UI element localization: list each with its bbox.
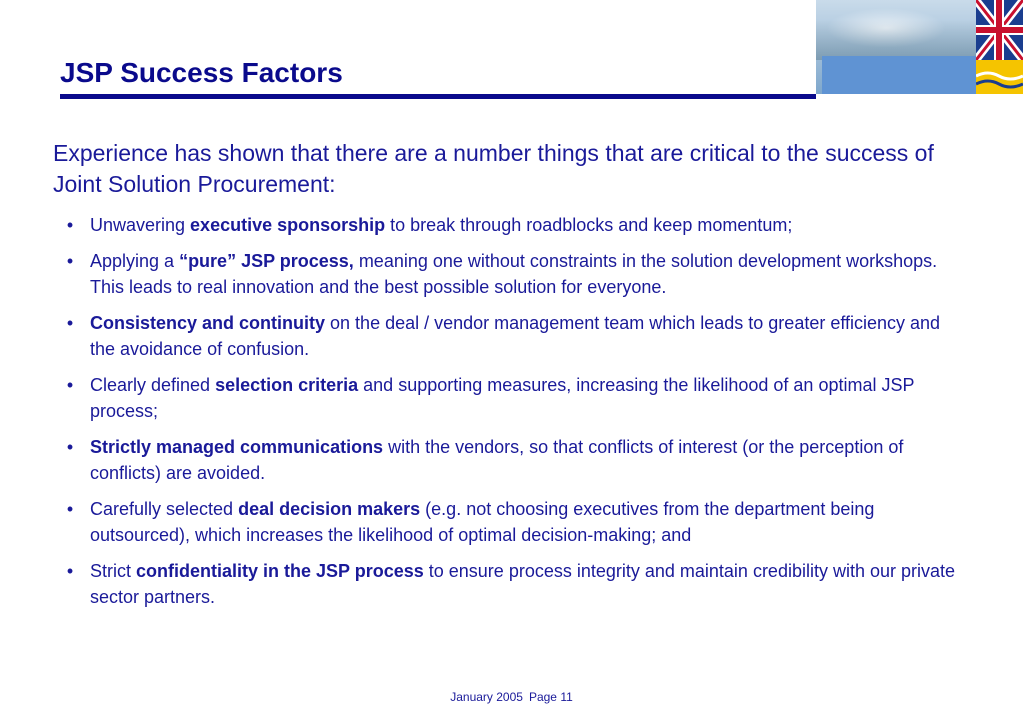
item-text-post: with the vendors, so that conflicts of interest (or the perception of conflicts) are avoided. [90,437,904,483]
slide-title: JSP Success Factors [60,57,343,88]
list-item [60,248,960,300]
item-text-bold: executive sponsorship [190,215,386,235]
item-text-bold: Consistency and continuity [90,313,326,333]
bullet-icon: • [66,215,74,235]
bullet-icon: • [66,499,74,519]
intro-paragraph: Experience has shown that there are a number things that are critical to the success of Joint Solution Procurement: [53,140,934,197]
list-item [60,496,960,548]
item-text-post: (e.g. not choosing executives from the department being outsourced), which increases the likelihood of optimal decision-making; and [90,499,875,545]
item-text-bold: Strictly managed communications [90,437,384,457]
item-text-bold: deal decision makers [238,499,421,519]
item-text-post: on the deal / vendor management team which leads to greater efficiency and the avoidance of confusion. [90,313,941,359]
list-item [60,310,960,362]
banner-blue-panel [822,56,982,94]
item-text-post: meaning one without constraints in the solution development workshops. This leads to real innovation and the best possible solution for everyone. [90,251,938,297]
item-text-pre: Strict [90,561,137,581]
item-text-bold: selection criteria [215,375,359,395]
slide-footer [0,690,1023,704]
item-text-pre: Carefully selected [90,499,239,519]
bullet-icon: • [66,561,74,581]
bc-flag-icon [976,0,1023,94]
item-text-pre: Applying a [90,251,180,271]
bullet-icon: • [66,251,74,271]
item-text-bold: confidentiality in the JSP process [136,561,424,581]
item-text-post: to ensure process integrity and maintain credibility with our private sector partners. [90,561,956,607]
list-item [60,212,960,238]
footer-date: January 2005 [450,690,523,704]
footer-page-number: Page 11 [528,690,573,704]
item-text-post: and supporting measures, increasing the likelihood of an optimal JSP process; [90,375,915,421]
list-item [60,558,960,610]
list-item [60,434,960,486]
bullet-icon: • [66,313,74,333]
bullet-icon: • [66,437,74,457]
item-text-pre: Unwavering [90,215,191,235]
header-banner-image [816,0,1023,94]
item-text-pre: Clearly defined [90,375,216,395]
item-text-bold: “pure” JSP process, [179,251,354,271]
bullet-icon: • [66,375,74,395]
list-item [60,372,960,424]
banner-landscape [816,20,976,60]
title-underline [60,94,816,99]
item-text-post: to break through roadblocks and keep momentum; [385,215,793,235]
success-factor-list [60,212,960,620]
